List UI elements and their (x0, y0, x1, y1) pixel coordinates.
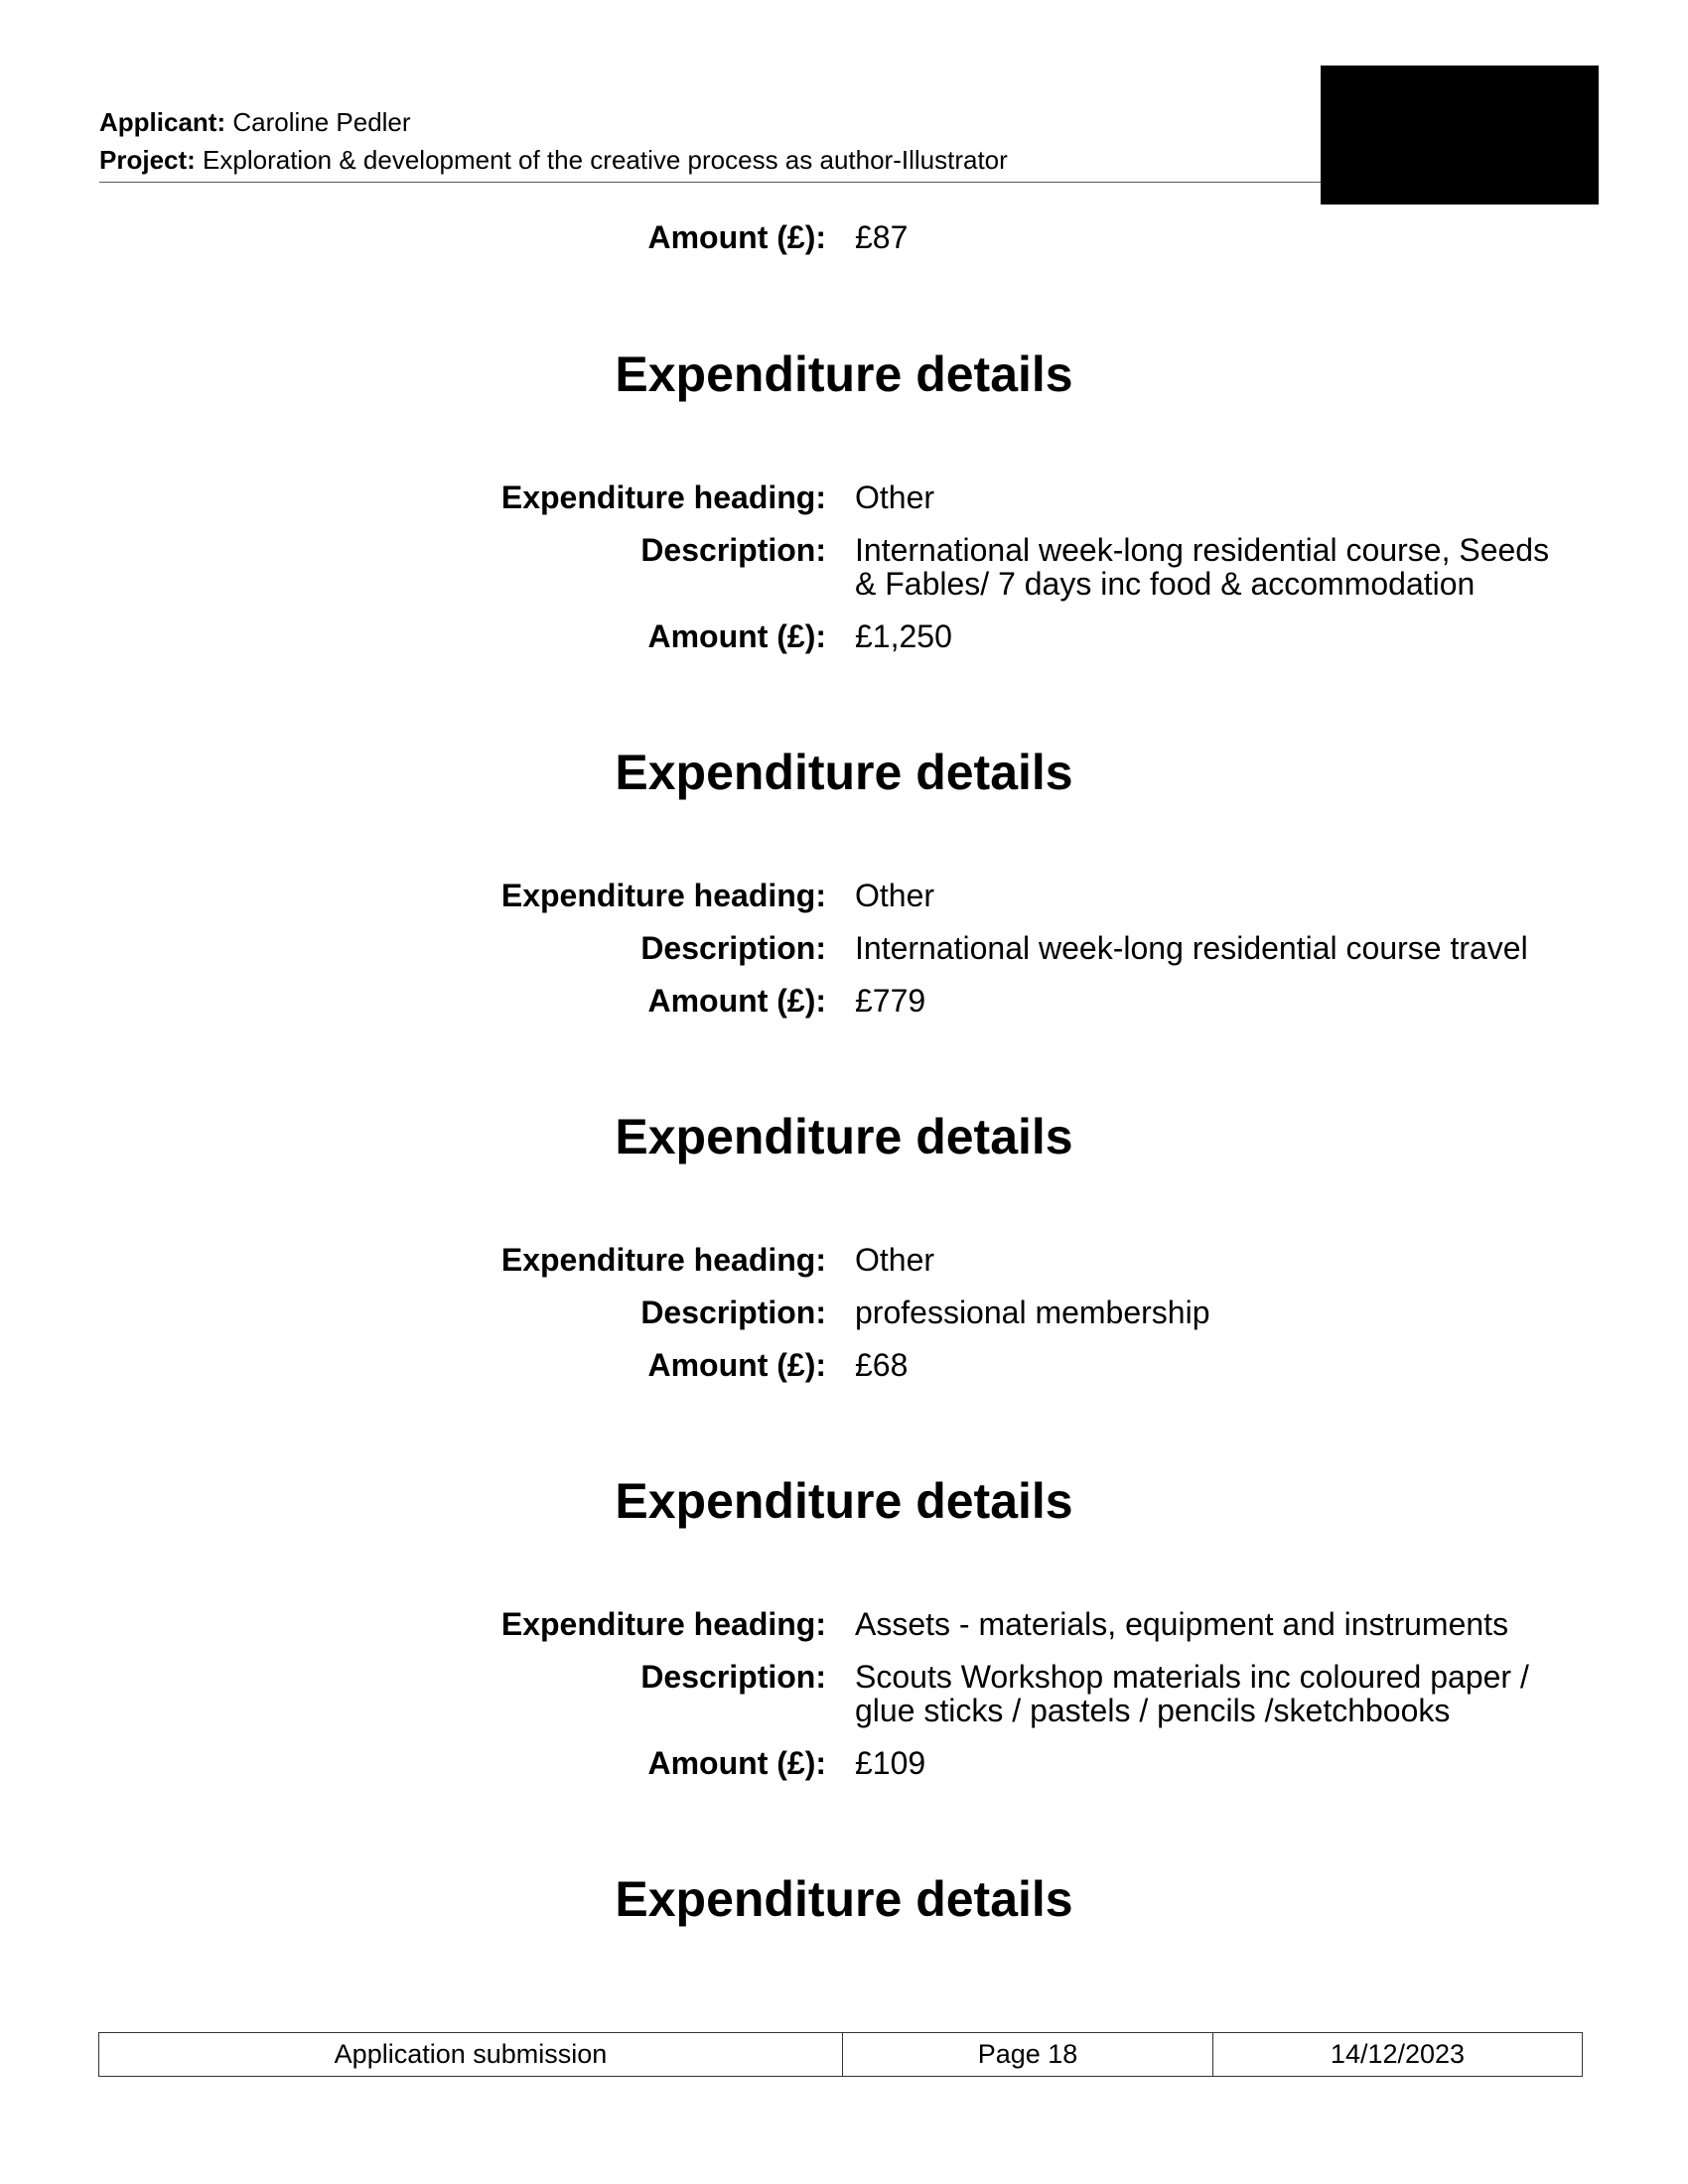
section-title: Expenditure details (615, 1109, 1073, 1164)
expenditure-heading-label: Expenditure heading: (500, 1242, 826, 1278)
footer-document-type: Application submission (99, 2033, 843, 2076)
section-title: Expenditure details (615, 745, 1073, 800)
description-value: professional membership (855, 1295, 1210, 1330)
expenditure-heading-value: Assets - materials, equipment and instruments (855, 1606, 1509, 1642)
expenditure-heading-value: Other (855, 479, 935, 515)
description-label: Description: (640, 930, 826, 966)
page-footer (98, 2032, 1583, 2077)
amount-value: £779 (855, 983, 926, 1019)
amount-label: Amount (£): (647, 1745, 826, 1781)
applicant-line (99, 103, 1321, 141)
header-divider (99, 182, 1321, 183)
section-title: Expenditure details (615, 346, 1073, 402)
project-value: Exploration & development of the creative process as author-Illustrator (203, 145, 1008, 175)
expenditure-heading-value: Other (855, 878, 935, 913)
amount-label: Amount (£): (647, 618, 826, 654)
amount-value: £109 (855, 1745, 926, 1781)
amount-value: £1,250 (855, 618, 952, 654)
section-title: Expenditure details (615, 1473, 1073, 1529)
amount-label: Amount (£): (647, 1347, 826, 1383)
page-header (99, 103, 1321, 183)
redaction-box (1321, 66, 1599, 205)
description-value: International week-long residential course travel (855, 930, 1528, 966)
project-label: Project: (99, 145, 196, 175)
applicant-value: Caroline Pedler (232, 107, 411, 137)
amount-label: Amount (£): (647, 219, 826, 255)
amount-value: £68 (855, 1347, 909, 1383)
description-label: Description: (640, 532, 826, 568)
expenditure-heading-value: Other (855, 1242, 935, 1278)
description-value: Scouts Workshop materials inc coloured paper / glue sticks / pastels / pencils /sketchbooks (855, 1659, 1529, 1728)
expenditure-heading-label: Expenditure heading: (500, 479, 826, 515)
project-line (99, 141, 1321, 179)
footer-date: 14/12/2023 (1330, 2039, 1466, 2069)
expenditure-heading-label: Expenditure heading: (500, 878, 826, 913)
description-label: Description: (640, 1295, 826, 1330)
amount-label: Amount (£): (647, 983, 826, 1019)
section-title: Expenditure details (615, 1871, 1073, 1927)
description-label: Description: (640, 1659, 826, 1695)
footer-page-number: Page 18 (843, 2033, 1213, 2076)
amount-value: £87 (855, 219, 909, 255)
expenditure-heading-label: Expenditure heading: (500, 1606, 826, 1642)
applicant-label: Applicant: (99, 107, 226, 137)
description-value: International week-long residential course, Seeds & Fables/ 7 days inc food & accommodation (855, 532, 1550, 602)
